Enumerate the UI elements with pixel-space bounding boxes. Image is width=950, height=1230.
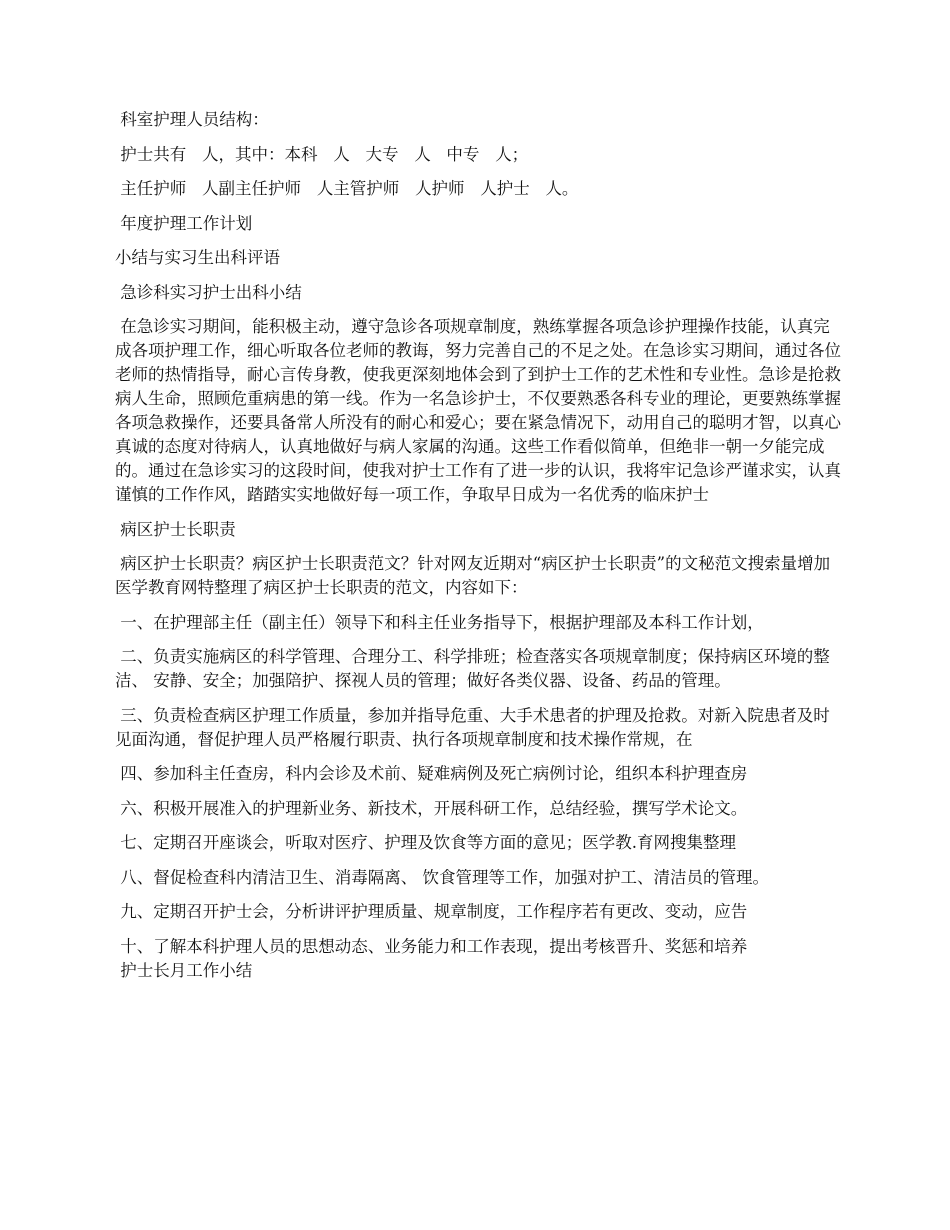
- paragraph-title-count: 主任护师 人副主任护师 人主管护师 人护师 人护士 人。: [115, 179, 579, 198]
- paragraph-er-intern-body: 在急诊实习期间，能积极主动，遵守急诊各项规章制度，熟练掌握各项急诊护理操作技能，认真完成各项护理工作，细心听取各位老师的教诲，努力完善自己的不足之处。在急诊实习期间，通过各位老师的热情指导，耐心言传身教，使我更深刻地体会到了到护士工作的艺术性和专业性。急诊是抢救病人生命，照顾危重病患的第一线。作为一名急诊护士，不仅要熟悉各科专业的理论，更要熟练掌握各项急救操作，还要具备常人所没有的耐心和爱心；要在紧急情况下，动用自己的聪明才智，以真心真诚的态度对待病人，认真地做好与病人家属的沟通。这些工作看似简单，但绝非一朝一夕能完成的。通过在急诊实习的这段时间，使我对护士工作有了进一步的认识，我将牢记急诊严谨求实，认真谨慎的工作作风，踏踏实实地做好每一项工作，争取早日成为一名优秀的临床护士: [115, 317, 841, 504]
- paragraph-nurse-count: 护士共有 人，其中：本科 人 大专 人 中专 人；: [115, 144, 529, 164]
- document-page: [115, 108, 841, 983]
- paragraph-duty-4: 四、参加科主任查房，科内会诊及术前、疑难病例及死亡病例讨论，组织本科护理查房: [115, 764, 748, 783]
- paragraph-duty-6: 六、积极开展准入的护理新业务、新技术，开展科研工作，总结经验，撰写学术论文。: [115, 798, 748, 818]
- paragraph-duty-9: 九、定期召开护士会，分析讲评护理质量、规章制度，工作程序若有更改、变动，应告: [115, 902, 748, 921]
- paragraph-duty-2: 二、负责实施病区的科学管理、合理分工、科学排班；检查落实各项规章制度；保持病区环境的整洁、 安静、安全；加强陪护、探视人员的管理；做好各类仪器、设备、药品的管理。: [115, 647, 830, 690]
- paragraph-er-intern-heading: 急诊科实习护士出科小结: [115, 282, 302, 302]
- paragraph-staff-structure-heading: 科室护理人员结构：: [115, 110, 269, 129]
- paragraph-duty-7: 七、定期召开座谈会，听取对医疗、护理及饮食等方面的意见；医学教.育网搜集整理: [115, 833, 736, 852]
- paragraph-head-nurse-intro: 病区护士长职责？病区护士长职责范文？针对网友近期对“病区护士长职责”的文秘范文搜索量增加医学教育网特整理了病区护士长职责的范文，内容如下：: [115, 554, 831, 597]
- paragraph-head-nurse-duties-heading: 病区护士长职责: [115, 519, 236, 539]
- paragraph-duty-8: 八、督促检查科内清洁卫生、消毒隔离、 饮食管理等工作，加强对护工、清洁员的管理。: [115, 867, 769, 887]
- paragraph-duty-1: 一、在护理部主任（副主任）领导下和科主任业务指导下，根据护理部及本科工作计划，: [115, 612, 764, 632]
- paragraph-annual-plan-heading: 年度护理工作计划: [115, 213, 253, 233]
- paragraph-duty-10: 十、了解本科护理人员的思想动态、业务能力和工作表现，提出考核晋升、奖惩和培养: [115, 936, 748, 956]
- paragraph-summary-heading: 小结与实习生出科评语: [115, 248, 280, 267]
- paragraph-duty-3: 三、负责检查病区护理工作质量，参加并指导危重、大手术患者的护理及抢救。对新入院患者及时见面沟通，督促护理人员严格履行职责、执行各项规章制度和技术操作常规，在: [115, 705, 830, 749]
- paragraph-monthly-summary-heading: 护士长月工作小结: [115, 960, 253, 980]
